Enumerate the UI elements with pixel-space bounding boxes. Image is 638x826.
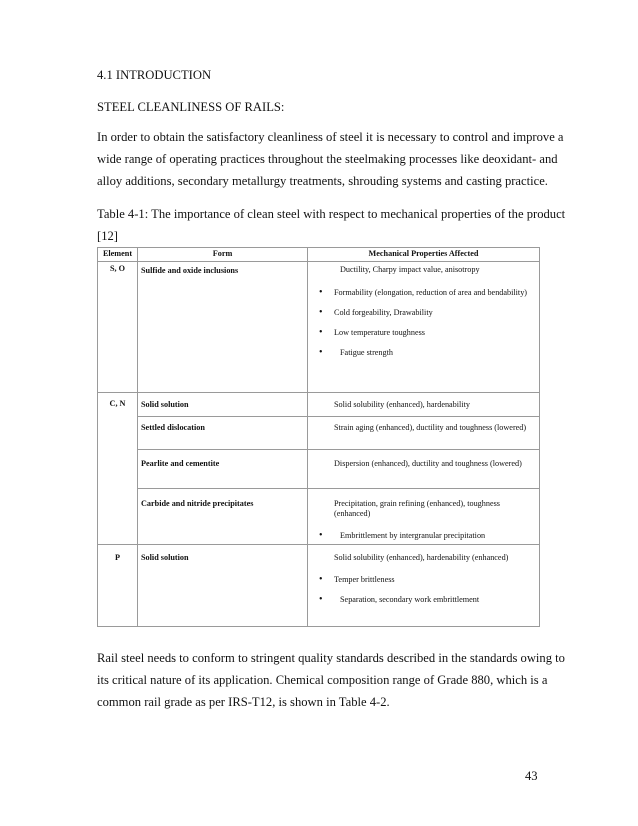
properties-cell [308, 417, 540, 450]
properties-cell [308, 545, 540, 627]
table-row [98, 393, 540, 417]
table-row [98, 450, 540, 489]
properties-cell [308, 262, 540, 393]
form-cell: Solid solution [138, 545, 308, 627]
header-form: Form [138, 248, 308, 262]
table-row [98, 545, 540, 627]
intro-line: alloy additions, secondary metallurgy treatments, shrouding systems and casting practice. [97, 174, 548, 188]
caption-line: Table 4-1: The importance of clean steel with respect to mechanical properties of the product [97, 207, 566, 221]
property-text: Strain aging (enhanced), ductility and toughness (lowered) [334, 423, 527, 432]
form-cell: Carbide and nitride precipitates [138, 489, 308, 545]
element-cell: P [98, 545, 138, 627]
list-item: • Formability (elongation, reduction of area and bendability) [314, 288, 535, 298]
table-row [98, 417, 540, 450]
caption-line: [12] [97, 229, 118, 243]
form-cell: Settled dislocation [138, 417, 308, 450]
property-text: Ductility, Charpy impact value, anisotropy [340, 265, 480, 274]
form-cell: Pearlite and cementite [138, 450, 308, 489]
property-list [314, 575, 535, 605]
table-header-row [98, 248, 540, 262]
form-cell: Sulfide and oxide inclusions [138, 262, 308, 393]
closing-line: common rail grade as per IRS-T12, is shown in Table 4-2. [97, 695, 390, 709]
header-element: Element [98, 248, 138, 262]
list-item: • Embrittlement by intergranular precipitation [314, 531, 535, 541]
page-number: 43 [525, 769, 538, 783]
element-cell: C, N [98, 393, 138, 545]
section-heading: 4.1 INTRODUCTION [97, 68, 212, 82]
property-list [314, 288, 535, 358]
property-list [314, 531, 535, 541]
form-cell: Solid solution [138, 393, 308, 417]
list-item: • Low temperature toughness [314, 328, 535, 338]
list-item: • Cold forgeability, Drawability [314, 308, 535, 318]
intro-line: wide range of operating practices throughout the steelmaking processes like deoxidant- and [97, 152, 558, 166]
property-text: Precipitation, grain refining (enhanced), toughness (enhanced) [334, 499, 500, 518]
table-row [98, 489, 540, 545]
list-item: • Separation, secondary work embrittlement [314, 595, 535, 605]
properties-cell [308, 489, 540, 545]
closing-line: its critical nature of its application. Chemical composition range of Grade 880, which is a [97, 673, 548, 687]
list-item: • Fatigue strength [314, 348, 535, 358]
subsection-heading: STEEL CLEANLINESS OF RAILS: [97, 100, 285, 114]
properties-cell [308, 393, 540, 417]
header-properties: Mechanical Properties Affected [308, 248, 540, 262]
intro-line: In order to obtain the satisfactory cleanliness of steel it is necessary to control and improve a [97, 130, 564, 144]
table-row [98, 262, 540, 393]
closing-line: Rail steel needs to conform to stringent quality standards described in the standards owing to [97, 651, 565, 665]
properties-table [97, 247, 540, 627]
property-text: Solid solubility (enhanced), hardenability [334, 400, 470, 409]
property-text: Solid solubility (enhanced), hardenability (enhanced) [334, 553, 509, 562]
properties-cell [308, 450, 540, 489]
property-text: Dispersion (enhanced), ductility and toughness (lowered) [334, 459, 522, 468]
list-item: • Temper brittleness [314, 575, 535, 585]
element-cell: S, O [98, 262, 138, 393]
